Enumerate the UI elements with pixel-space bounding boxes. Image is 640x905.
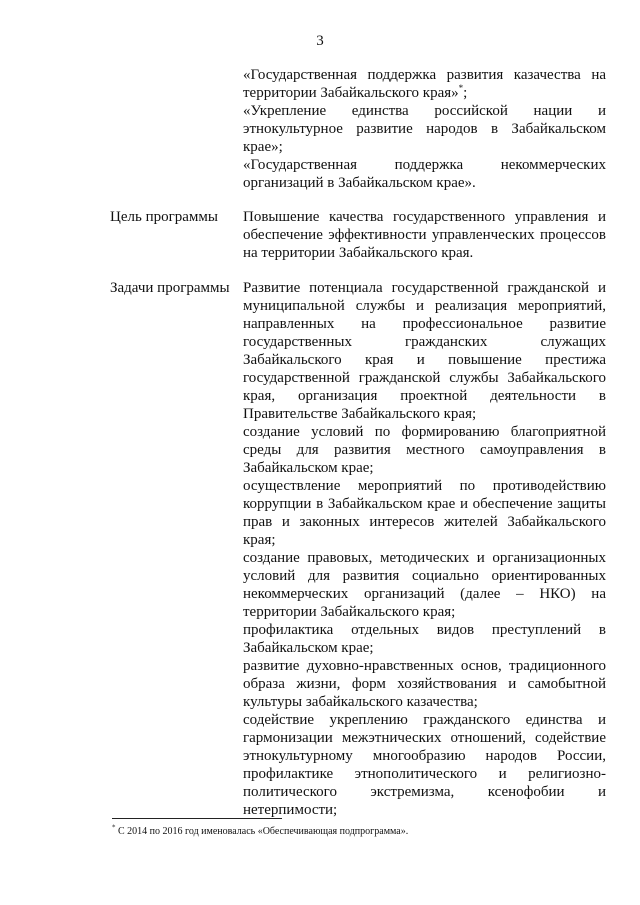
task-item-3: осуществление мероприятий по противодействию коррупции в Забайкальском крае и обеспечение защиты прав и законных интересов жителей Забайкальского края; (243, 478, 606, 548)
task-item-1: Развитие потенциала государственной гражданской и муниципальной службы и реализация мероприятий, направленных на профессиональное развитие государственных гражданских служащих Забайкальского края и повышение престижа государственной гражданской службы Забайкальского края, организация проектной деятельности в Правительстве Забайкальского края; (243, 280, 606, 422)
footnote-reference: * (458, 83, 464, 93)
continuation-item-1-suffix: ; (463, 85, 468, 101)
footnote-text: С 2014 по 2016 год именовалась «Обеспечивающая подпрограмма». (118, 826, 409, 837)
continuation-item-1-text: «Государственная поддержка развития казачества на территории Забайкальского края» (243, 67, 606, 101)
task-item-7: содействие укреплению гражданского единства и гармонизации межэтнических отношений, содействие этнокультурному многообразию народов России, профилактике этнополитического и религиозно-политического экстремизма, ксенофобии и нетерпимости; (243, 712, 606, 818)
task-item-5: профилактика отдельных видов преступлений в Забайкальском крае; (243, 622, 606, 656)
continuation-item-1 (243, 66, 606, 102)
footnote-marker: * (112, 823, 116, 832)
task-item-6: развитие духовно-нравственных основ, традиционного образа жизни, форм хозяйствования и самобытной культуры забайкальского казачества; (243, 658, 606, 710)
footnote-divider (112, 818, 282, 819)
tasks-label: Задачи программы (110, 280, 230, 296)
goal-label: Цель программы (110, 209, 218, 225)
continuation-item-3: «Государственная поддержка некоммерческих организаций в Забайкальском крае». (243, 157, 606, 191)
footnote (112, 823, 612, 838)
task-item-4: создание правовых, методических и организационных условий для развития социально ориентированных некоммерческих организаций (далее – НКО) на территории Забайкальского края; (243, 550, 606, 620)
page-number: 3 (316, 33, 324, 49)
continuation-item-2: «Укрепление единства российской нации и этнокультурное развитие народов в Забайкальском крае»; (243, 103, 606, 155)
goal-text: Повышение качества государственного управления и обеспечение эффективности управленческих процессов на территории Забайкальского края. (243, 209, 606, 261)
task-item-2: создание условий по формированию благоприятной среды для развития местного самоуправления в Забайкальском крае; (243, 424, 606, 476)
